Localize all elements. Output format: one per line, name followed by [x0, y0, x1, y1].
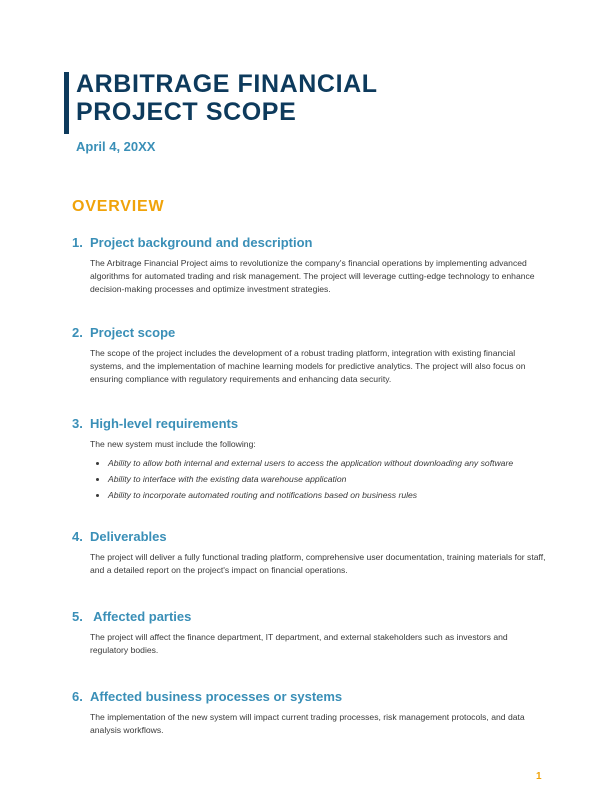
section-body: The project will deliver a fully functional trading platform, comprehensive user documentation, training materials for staff, and a detailed report on the project's impact on financial operations. [90, 552, 546, 575]
page-number: 1 [536, 771, 542, 782]
section-title: Project scope [90, 325, 176, 340]
section-number: 5. [72, 609, 83, 624]
title-accent-bar [64, 72, 69, 134]
section-number: 6. [72, 689, 83, 704]
section-title: Project background and description [90, 235, 313, 250]
requirements-list [90, 455, 548, 503]
document-title [76, 70, 378, 126]
section-body: The new system must include the following: [90, 439, 256, 449]
section-project-scope [72, 325, 552, 386]
section-number: 2. [72, 325, 83, 340]
section-heading [72, 609, 552, 625]
section-title: High-level requirements [90, 416, 239, 431]
section-project-background [72, 235, 552, 296]
section-body: The Arbitrage Financial Project aims to revolutionize the company's financial operations by implementing advanced algorithms for automated trading and risk management. The project will leverage cutting-edge technology to enhance decision-making processes and optimize investment strategies. [90, 258, 535, 294]
section-heading [72, 529, 552, 545]
section-number: 3. [72, 416, 83, 431]
section-body: The scope of the project includes the development of a robust trading platform, integration with existing financial systems, and the implementation of machine learning models for predictive analytics. The project will also focus on ensuring compliance with regulatory requirements and enhancing data security. [90, 348, 526, 384]
overview-heading: OVERVIEW [72, 198, 165, 215]
section-affected-parties [72, 609, 552, 657]
title-line-1: ARBITRAGE FINANCIAL [76, 70, 378, 98]
title-line-2: PROJECT SCOPE [76, 98, 297, 126]
section-title: Affected parties [90, 609, 192, 624]
section-high-level-requirements [72, 416, 552, 503]
section-body: The implementation of the new system will impact current trading processes, risk management protocols, and data analysis workflows. [90, 712, 525, 735]
section-affected-processes [72, 689, 552, 737]
section-number: 4. [72, 529, 83, 544]
list-item: • Ability to incorporate automated routing and notifications based on business rules [108, 487, 548, 503]
list-item: • Ability to allow both internal and external users to access the application without downloading any software [108, 455, 548, 471]
section-heading [72, 235, 552, 251]
section-heading [72, 416, 552, 432]
section-deliverables [72, 529, 552, 577]
section-title: Deliverables [90, 529, 167, 544]
section-title: Affected business processes or systems [90, 689, 343, 704]
list-item: • Ability to interface with the existing data warehouse application [108, 471, 548, 487]
section-number: 1. [72, 235, 83, 250]
document-date: April 4, 20XX [76, 139, 156, 154]
section-heading [72, 325, 552, 341]
section-body: The project will affect the finance department, IT department, and external stakeholders such as investors and regulatory bodies. [90, 632, 508, 655]
section-heading [72, 689, 552, 705]
